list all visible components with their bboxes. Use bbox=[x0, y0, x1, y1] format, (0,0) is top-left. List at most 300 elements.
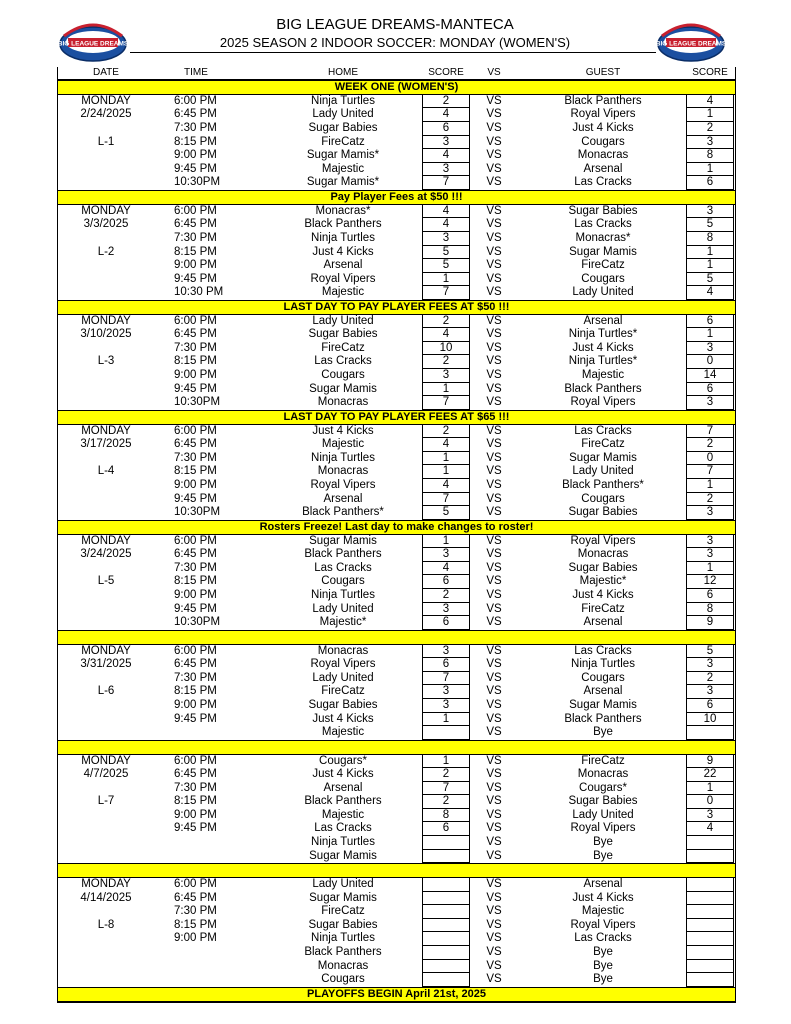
home-team: Royal Vipers bbox=[310, 479, 376, 492]
home-score: 3 bbox=[442, 685, 450, 698]
guest-score-box bbox=[686, 919, 734, 933]
guest-team: Ninja Turtles* bbox=[568, 355, 638, 368]
guest-score: 6 bbox=[706, 382, 714, 395]
game-date: MONDAY bbox=[81, 878, 131, 891]
home-team: Majestic* bbox=[319, 616, 367, 629]
guest-score-box bbox=[686, 878, 734, 892]
table-row bbox=[58, 465, 735, 479]
guest-team: Bye bbox=[593, 959, 613, 972]
home-team: Monacras bbox=[317, 465, 369, 478]
game-time: 9:00 PM bbox=[174, 259, 217, 272]
guest-team: Cougars bbox=[581, 492, 625, 505]
guest-team: Arsenal bbox=[583, 878, 623, 891]
schedule-table bbox=[57, 67, 736, 1003]
guest-team: Las Cracks bbox=[574, 218, 632, 231]
home-score: 6 bbox=[442, 658, 450, 671]
vs-label: VS bbox=[486, 396, 502, 409]
home-team: Black Panthers* bbox=[302, 506, 384, 519]
league-label: L-3 bbox=[97, 355, 115, 368]
game-time: 6:45 PM bbox=[174, 658, 217, 671]
home-score: 4 bbox=[442, 149, 450, 162]
home-team: Ninja Turtles bbox=[311, 932, 375, 945]
vs-label: VS bbox=[486, 822, 502, 835]
table-row bbox=[58, 342, 735, 356]
guest-score: 2 bbox=[706, 492, 714, 505]
home-score: 2 bbox=[442, 424, 450, 437]
game-date: 3/3/2025 bbox=[83, 218, 129, 231]
home-score: 2 bbox=[442, 355, 450, 368]
home-score: 4 bbox=[442, 328, 450, 341]
vs-label: VS bbox=[486, 671, 502, 684]
home-score: 4 bbox=[442, 218, 450, 231]
vs-label: VS bbox=[486, 369, 502, 382]
header-time: TIME bbox=[184, 67, 208, 78]
guest-team: Arsenal bbox=[583, 314, 623, 327]
home-score: 2 bbox=[442, 588, 450, 601]
table-row bbox=[58, 205, 735, 219]
guest-team: Majestic bbox=[581, 369, 625, 382]
guest-score-box bbox=[686, 946, 734, 960]
home-team: Majestic bbox=[321, 726, 365, 739]
home-team: Lady United bbox=[312, 602, 374, 615]
table-row bbox=[58, 685, 735, 699]
home-team: Las Cracks bbox=[314, 355, 372, 368]
guest-team: Black Panthers bbox=[564, 382, 642, 395]
guest-score: 3 bbox=[706, 685, 714, 698]
home-score: 3 bbox=[442, 231, 450, 244]
table-row bbox=[58, 973, 735, 987]
vs-label: VS bbox=[486, 341, 502, 354]
game-time: 10:30PM bbox=[174, 616, 221, 629]
guest-score: 7 bbox=[706, 424, 714, 437]
home-score: 2 bbox=[442, 795, 450, 808]
home-team: Lady United bbox=[312, 671, 374, 684]
home-score: 1 bbox=[442, 754, 450, 767]
game-time: 6:00 PM bbox=[174, 94, 217, 107]
home-team: Cougars bbox=[321, 575, 365, 588]
home-score: 3 bbox=[442, 698, 450, 711]
home-team: Sugar Babies bbox=[308, 328, 378, 341]
game-time: 8:15 PM bbox=[174, 685, 217, 698]
game-time: 8:15 PM bbox=[174, 135, 217, 148]
home-score: 7 bbox=[442, 781, 450, 794]
vs-label: VS bbox=[486, 781, 502, 794]
table-row bbox=[58, 905, 735, 919]
home-score: 5 bbox=[442, 259, 450, 272]
vs-label: VS bbox=[486, 795, 502, 808]
vs-label: VS bbox=[486, 905, 502, 918]
game-time: 6:00 PM bbox=[174, 424, 217, 437]
table-row bbox=[58, 795, 735, 809]
home-score-box bbox=[422, 946, 470, 960]
home-score: 6 bbox=[442, 121, 450, 134]
table-row bbox=[58, 616, 735, 630]
notice-banner bbox=[58, 740, 735, 755]
home-score: 3 bbox=[442, 135, 450, 148]
guest-team: Cougars bbox=[581, 135, 625, 148]
guest-team: Bye bbox=[593, 973, 613, 986]
home-score-box bbox=[422, 973, 470, 987]
notice-banner: Rosters Freeze! Last day to make changes to roster! bbox=[58, 520, 735, 535]
home-team: Sugar Babies bbox=[308, 121, 378, 134]
vs-label: VS bbox=[486, 534, 502, 547]
guest-score: 5 bbox=[706, 272, 714, 285]
game-time: 9:00 PM bbox=[174, 588, 217, 601]
table-row bbox=[58, 355, 735, 369]
table-row bbox=[58, 493, 735, 507]
home-team: Royal Vipers bbox=[310, 658, 376, 671]
guest-score: 4 bbox=[706, 286, 714, 299]
home-score: 7 bbox=[442, 396, 450, 409]
game-time: 8:15 PM bbox=[174, 918, 217, 931]
home-team: Cougars* bbox=[319, 754, 367, 767]
table-row bbox=[58, 136, 735, 150]
guest-team: Black Panthers bbox=[564, 94, 642, 107]
vs-label: VS bbox=[486, 451, 502, 464]
guest-team: Sugar Babies bbox=[568, 204, 638, 217]
table-row bbox=[58, 892, 735, 906]
home-team: Sugar Mamis bbox=[309, 849, 377, 862]
table-row bbox=[58, 809, 735, 823]
guest-team: Cougars bbox=[581, 671, 625, 684]
game-time: 9:45 PM bbox=[174, 162, 217, 175]
guest-team: Las Cracks bbox=[574, 932, 632, 945]
guest-score: 0 bbox=[706, 795, 714, 808]
home-score: 6 bbox=[442, 575, 450, 588]
home-team: Ninja Turtles bbox=[311, 836, 375, 849]
header-vs: VS bbox=[487, 67, 501, 78]
header-date: DATE bbox=[93, 67, 119, 78]
guest-score-box bbox=[686, 726, 734, 740]
home-score: 2 bbox=[442, 94, 450, 107]
game-time: 8:15 PM bbox=[174, 355, 217, 368]
vs-label: VS bbox=[486, 479, 502, 492]
home-score: 3 bbox=[442, 602, 450, 615]
guest-team: Black Panthers bbox=[564, 712, 642, 725]
home-team: Sugar Mamis bbox=[309, 891, 377, 904]
guest-score: 3 bbox=[706, 204, 714, 217]
home-score: 1 bbox=[442, 451, 450, 464]
vs-label: VS bbox=[486, 616, 502, 629]
home-team: Ninja Turtles bbox=[311, 588, 375, 601]
guest-team: Arsenal bbox=[583, 162, 623, 175]
guest-score: 4 bbox=[706, 94, 714, 107]
vs-label: VS bbox=[486, 355, 502, 368]
table-row bbox=[58, 946, 735, 960]
guest-score: 1 bbox=[706, 479, 714, 492]
guest-score: 8 bbox=[706, 149, 714, 162]
vs-label: VS bbox=[486, 492, 502, 505]
game-date: 2/24/2025 bbox=[80, 108, 132, 121]
table-row bbox=[58, 548, 735, 562]
home-team: Just 4 Kicks bbox=[312, 424, 374, 437]
guest-team: Sugar Babies bbox=[568, 795, 638, 808]
table-row bbox=[58, 658, 735, 672]
guest-team: FireCatz bbox=[581, 602, 625, 615]
guest-team: FireCatz bbox=[581, 438, 625, 451]
home-score: 1 bbox=[442, 534, 450, 547]
guest-team: Royal Vipers bbox=[570, 396, 636, 409]
header-home: HOME bbox=[328, 67, 358, 78]
home-team: Monacras bbox=[317, 644, 369, 657]
game-time: 6:45 PM bbox=[174, 768, 217, 781]
svg-text:BIG LEAGUE DREAMS: BIG LEAGUE DREAMS bbox=[656, 40, 726, 48]
game-time: 7:30 PM bbox=[174, 671, 217, 684]
guest-score: 9 bbox=[706, 754, 714, 767]
game-date: MONDAY bbox=[81, 204, 131, 217]
home-score: 4 bbox=[442, 479, 450, 492]
home-score: 4 bbox=[442, 561, 450, 574]
guest-team: Bye bbox=[593, 726, 613, 739]
home-team: Las Cracks bbox=[314, 561, 372, 574]
home-score-box bbox=[422, 892, 470, 906]
game-date: MONDAY bbox=[81, 94, 131, 107]
home-score: 7 bbox=[442, 492, 450, 505]
game-time: 6:45 PM bbox=[174, 438, 217, 451]
game-time: 6:00 PM bbox=[174, 878, 217, 891]
table-row bbox=[58, 122, 735, 136]
vs-label: VS bbox=[486, 108, 502, 121]
guest-team: Las Cracks bbox=[574, 644, 632, 657]
home-score: 8 bbox=[442, 808, 450, 821]
game-date: MONDAY bbox=[81, 314, 131, 327]
game-date: MONDAY bbox=[81, 424, 131, 437]
home-team: Black Panthers bbox=[304, 218, 382, 231]
guest-score: 22 bbox=[703, 768, 717, 781]
guest-score: 2 bbox=[706, 121, 714, 134]
home-score: 1 bbox=[442, 465, 450, 478]
table-row bbox=[58, 259, 735, 273]
vs-label: VS bbox=[486, 685, 502, 698]
table-row bbox=[58, 726, 735, 740]
guest-score-box bbox=[686, 905, 734, 919]
game-time: 6:45 PM bbox=[174, 328, 217, 341]
svg-text:BIG LEAGUE DREAMS: BIG LEAGUE DREAMS bbox=[58, 40, 128, 48]
table-row bbox=[58, 328, 735, 342]
guest-team: Sugar Babies bbox=[568, 561, 638, 574]
guest-score: 3 bbox=[706, 396, 714, 409]
game-time: 6:45 PM bbox=[174, 891, 217, 904]
home-team: Black Panthers bbox=[304, 795, 382, 808]
game-time: 6:45 PM bbox=[174, 548, 217, 561]
home-score-box bbox=[422, 919, 470, 933]
home-team: Sugar Babies bbox=[308, 698, 378, 711]
home-team: Sugar Mamis bbox=[309, 382, 377, 395]
home-team: Black Panthers bbox=[304, 946, 382, 959]
guest-team: Arsenal bbox=[583, 685, 623, 698]
home-team: Cougars bbox=[321, 369, 365, 382]
table-row bbox=[58, 479, 735, 493]
vs-label: VS bbox=[486, 836, 502, 849]
game-time: 9:00 PM bbox=[174, 479, 217, 492]
game-time: 10:30PM bbox=[174, 176, 221, 189]
home-score: 2 bbox=[442, 314, 450, 327]
vs-label: VS bbox=[486, 849, 502, 862]
page-title: BIG LEAGUE DREAMS-MANTECA bbox=[276, 16, 514, 33]
big-league-dreams-logo bbox=[58, 18, 128, 64]
vs-label: VS bbox=[486, 231, 502, 244]
vs-label: VS bbox=[486, 121, 502, 134]
guest-team: FireCatz bbox=[581, 754, 625, 767]
game-time: 7:30 PM bbox=[174, 341, 217, 354]
table-row bbox=[58, 782, 735, 796]
game-time: 9:45 PM bbox=[174, 602, 217, 615]
guest-team: Just 4 Kicks bbox=[572, 588, 634, 601]
vs-label: VS bbox=[486, 891, 502, 904]
game-time: 7:30 PM bbox=[174, 231, 217, 244]
game-time: 7:30 PM bbox=[174, 121, 217, 134]
game-time: 9:45 PM bbox=[174, 272, 217, 285]
guest-score: 7 bbox=[706, 465, 714, 478]
home-score: 3 bbox=[442, 644, 450, 657]
game-time: 10:30 PM bbox=[174, 286, 224, 299]
vs-label: VS bbox=[486, 918, 502, 931]
guest-score: 0 bbox=[706, 451, 714, 464]
home-team: FireCatz bbox=[321, 135, 365, 148]
guest-score: 3 bbox=[706, 658, 714, 671]
game-time: 6:00 PM bbox=[174, 314, 217, 327]
game-date: MONDAY bbox=[81, 754, 131, 767]
table-row bbox=[58, 575, 735, 589]
home-team: FireCatz bbox=[321, 685, 365, 698]
home-team: Majestic bbox=[321, 162, 365, 175]
guest-score: 1 bbox=[706, 328, 714, 341]
guest-score: 1 bbox=[706, 259, 714, 272]
home-team: Arsenal bbox=[323, 492, 363, 505]
home-team: Lady United bbox=[312, 108, 374, 121]
home-team: Lady United bbox=[312, 878, 374, 891]
vs-label: VS bbox=[486, 973, 502, 986]
guest-team: Bye bbox=[593, 946, 613, 959]
guest-score: 10 bbox=[703, 712, 717, 725]
vs-label: VS bbox=[486, 808, 502, 821]
guest-team: Sugar Babies bbox=[568, 506, 638, 519]
table-row bbox=[58, 438, 735, 452]
game-time: 10:30PM bbox=[174, 506, 221, 519]
guest-team: Las Cracks bbox=[574, 176, 632, 189]
home-team: Monacras* bbox=[315, 204, 371, 217]
vs-label: VS bbox=[486, 465, 502, 478]
table-row bbox=[58, 425, 735, 439]
vs-label: VS bbox=[486, 272, 502, 285]
vs-label: VS bbox=[486, 712, 502, 725]
table-row bbox=[58, 396, 735, 410]
vs-label: VS bbox=[486, 286, 502, 299]
guest-score: 8 bbox=[706, 231, 714, 244]
league-label: L-6 bbox=[97, 685, 115, 698]
guest-score: 2 bbox=[706, 438, 714, 451]
table-row bbox=[58, 535, 735, 549]
home-score: 2 bbox=[442, 768, 450, 781]
home-score: 7 bbox=[442, 286, 450, 299]
home-score-box bbox=[422, 878, 470, 892]
home-team: Majestic bbox=[321, 286, 365, 299]
table-row bbox=[58, 286, 735, 300]
guest-score: 3 bbox=[706, 506, 714, 519]
table-row bbox=[58, 919, 735, 933]
vs-label: VS bbox=[486, 588, 502, 601]
game-date: 3/31/2025 bbox=[80, 658, 132, 671]
vs-label: VS bbox=[486, 548, 502, 561]
vs-label: VS bbox=[486, 946, 502, 959]
table-row bbox=[58, 452, 735, 466]
guest-score: 3 bbox=[706, 534, 714, 547]
home-score: 1 bbox=[442, 382, 450, 395]
game-time: 7:30 PM bbox=[174, 905, 217, 918]
guest-team: Royal Vipers bbox=[570, 108, 636, 121]
guest-score: 1 bbox=[706, 781, 714, 794]
guest-score: 9 bbox=[706, 616, 714, 629]
guest-score: 8 bbox=[706, 602, 714, 615]
home-team: Majestic bbox=[321, 808, 365, 821]
home-team: Just 4 Kicks bbox=[312, 768, 374, 781]
game-time: 9:45 PM bbox=[174, 822, 217, 835]
home-score: 5 bbox=[442, 245, 450, 258]
home-team: Ninja Turtles bbox=[311, 94, 375, 107]
league-label: L-4 bbox=[97, 465, 115, 478]
vs-label: VS bbox=[486, 176, 502, 189]
vs-label: VS bbox=[486, 135, 502, 148]
home-score-box bbox=[422, 850, 470, 864]
game-time: 9:00 PM bbox=[174, 149, 217, 162]
home-team: Just 4 Kicks bbox=[312, 245, 374, 258]
home-score: 1 bbox=[442, 712, 450, 725]
guest-score: 1 bbox=[706, 245, 714, 258]
table-row bbox=[58, 645, 735, 659]
home-score: 4 bbox=[442, 204, 450, 217]
guest-team: Sugar Mamis bbox=[569, 451, 637, 464]
vs-label: VS bbox=[486, 644, 502, 657]
home-score: 3 bbox=[442, 548, 450, 561]
vs-label: VS bbox=[486, 314, 502, 327]
header-guest: GUEST bbox=[585, 67, 621, 78]
home-score: 4 bbox=[442, 438, 450, 451]
big-league-dreams-logo bbox=[656, 18, 726, 64]
home-score: 6 bbox=[442, 822, 450, 835]
vs-label: VS bbox=[486, 424, 502, 437]
home-score: 5 bbox=[442, 506, 450, 519]
guest-team: Royal Vipers bbox=[570, 822, 636, 835]
game-time: 9:00 PM bbox=[174, 808, 217, 821]
league-label: L-7 bbox=[97, 795, 115, 808]
guest-team: Monacras bbox=[577, 548, 629, 561]
table-header bbox=[58, 67, 735, 80]
title-divider bbox=[130, 52, 656, 53]
home-score-box bbox=[422, 726, 470, 740]
table-row bbox=[58, 369, 735, 383]
game-time: 9:45 PM bbox=[174, 712, 217, 725]
notice-banner: PLAYOFFS BEGIN April 21st, 2025 bbox=[58, 987, 735, 1002]
vs-label: VS bbox=[486, 658, 502, 671]
table-row bbox=[58, 836, 735, 850]
guest-team: Black Panthers* bbox=[562, 479, 644, 492]
vs-label: VS bbox=[486, 162, 502, 175]
table-row bbox=[58, 850, 735, 864]
guest-score-box bbox=[686, 932, 734, 946]
home-score: 4 bbox=[442, 108, 450, 121]
league-label: L-8 bbox=[97, 918, 115, 931]
guest-score-box bbox=[686, 973, 734, 987]
guest-team: Royal Vipers bbox=[570, 534, 636, 547]
guest-team: Las Cracks bbox=[574, 424, 632, 437]
home-score-box bbox=[422, 932, 470, 946]
guest-team: Royal Vipers bbox=[570, 918, 636, 931]
table-row bbox=[58, 603, 735, 617]
guest-team: Ninja Turtles* bbox=[568, 328, 638, 341]
guest-score-box bbox=[686, 850, 734, 864]
guest-team: Lady United bbox=[572, 465, 634, 478]
game-time: 9:00 PM bbox=[174, 932, 217, 945]
